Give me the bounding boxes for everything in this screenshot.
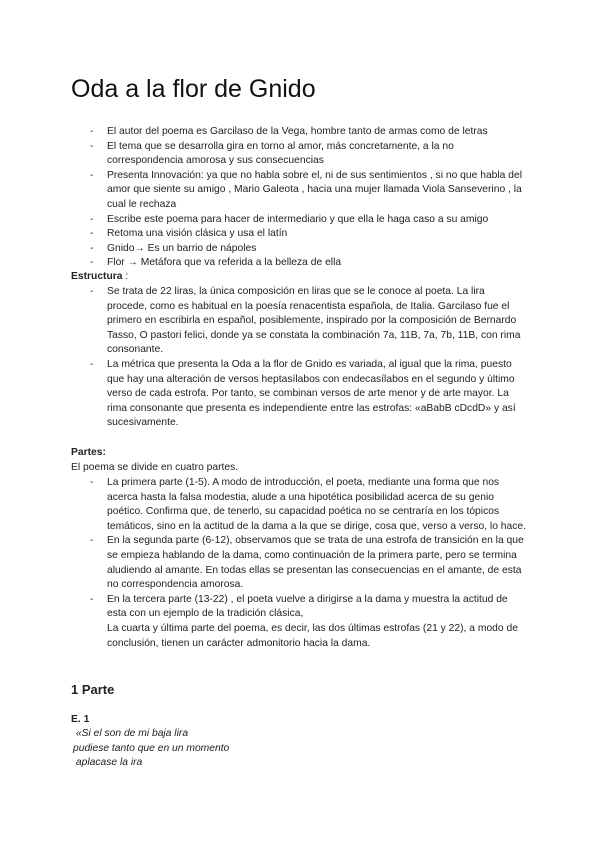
intro-list [107,125,527,271]
list-item: - La primera parte (1-5). A modo de introducción, el poeta, mediante una forma que nos acerca hasta la falsa modestia, alude a una hipotética posibilidad acerca de su genio poético. Confirma que, de tenerlo, su capacidad poética no se centraría en los tópicos temáticos, sino en la actitud de la dama a la que se dirige, cosa que, verso a verso, lo hace. [107,476,527,534]
list-item: - Escribe este poema para hacer de intermediario y que ella le haga caso a su amigo [107,213,527,228]
stanza-label: E. 1 [71,714,90,725]
estructura-heading-suffix: : [122,271,129,282]
section-heading-parte1: 1 Parte [71,682,115,697]
list-item: - Gnido→ Es un barrio de nápoles [107,242,527,257]
verse-line: «Si el son de mi baja lira [73,728,189,739]
list-item-text: En la tercera parte (13-22) , el poeta vuelve a dirigirse a la dama y muestra la actitud de esta con un ejemplo de la tradición clásica, [107,593,508,620]
document-title: Oda a la flor de Gnido [71,75,316,103]
list-item: - El autor del poema es Garcilaso de la Vega, hombre tanto de armas como de letras [107,125,527,140]
partes-list [107,476,527,651]
list-item: - Retoma una visión clásica y usa el latín [107,227,527,242]
partes-heading: Partes: [71,447,106,458]
list-item: - En la segunda parte (6-12), observamos que se trata de una estrofa de transición en la que se empieza hablando de la dama, como continuación de la primera parte, pero se termina aludiendo al amante. En todas ellas se presentan las consecuencias en el amante, de esta no correspondencia amorosa. [107,534,527,592]
estructura-heading [71,270,128,285]
list-item: - Se trata de 22 liras, la única composición en liras que se le conoce al poeta. La lira procede, como es habitual en la poesía renacentista española, de Italia. Garcilaso fue el primero en escribirla en español, posiblemente, inspirado por la composición de Bernardo Tasso, O pastori felici, donde ya se constata la combinación 7a, 11B, 7a, 7b, 11B, con rima consonante. [107,285,527,358]
list-item: - La métrica que presenta la Oda a la flor de Gnido es variada, al igual que la rima, puesto que hay una alteración de versos heptasílabos con endecasílabos en el segundo y último verso de cada estrofa. Por tanto, se combinan versos de arte menor y de arte mayor. La rima consonante que presenta es independiente entre las estrofas: «aBabB cDcdD» y así sucesivamente. [107,358,527,431]
list-item: - Flor → Metáfora que va referida a la belleza de ella [107,256,527,271]
partes-subtitle: El poema se divide en cuatro partes. [71,462,239,473]
list-item: - Presenta Innovación: ya que no habla sobre el, ni de sus sentimientos , si no que habla del amor que siente su amigo , Mario Galeota , hacia una mujer llamada Viola Sanseverino , la cual le rechaza [107,169,527,213]
verse-line: pudiese tanto que en un momento [73,742,230,754]
estructura-heading-label: Estructura [71,271,123,282]
list-item: - El tema que se desarrolla gira en torno al amor, más concretamente, a la no correspondencia amorosa y sus consecuencias [107,140,527,169]
partes-extra-paragraph: La cuarta y última parte del poema, es decir, las dos últimas estrofas (21 y 22), a modo de conclusión, tienen un carácter admonitorio hacia la dama. [107,622,518,649]
verse-line: aplacase la ira [73,757,143,769]
estructura-list [107,285,527,431]
list-item [107,593,527,651]
poem-verses [73,727,229,771]
